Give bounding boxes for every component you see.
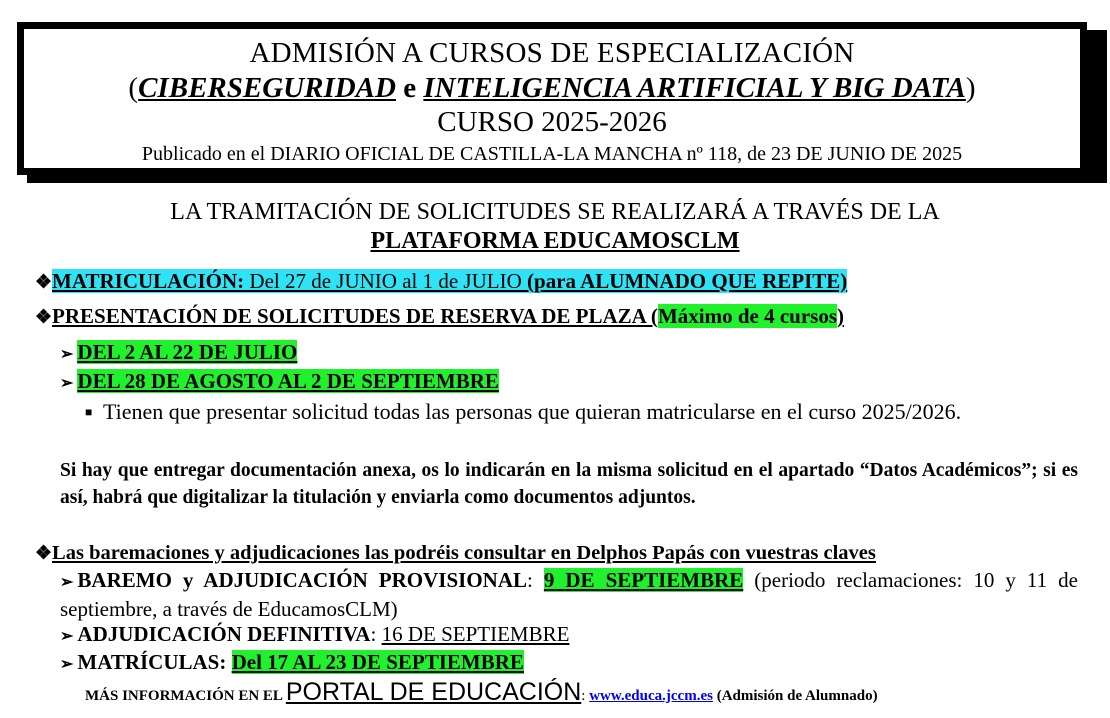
diamond-bullet-icon: ❖ xyxy=(35,272,53,293)
paren-close: ) xyxy=(965,72,976,104)
arrow-bullet-icon: ➢ xyxy=(60,656,74,673)
course-ciberseguridad: CIBERSEGURIDAD xyxy=(138,72,396,104)
matriculas-item xyxy=(60,649,524,678)
arrow-bullet-icon: ➢ xyxy=(60,375,74,392)
header-box xyxy=(17,22,1087,175)
portal-name: PORTAL DE EDUCACIÓN xyxy=(285,678,582,706)
matriculas-date: Del 17 AL 23 DE SEPTIEMBRE xyxy=(231,650,524,674)
square-bullet-icon: ■ xyxy=(85,405,93,419)
footer-prefix: MÁS INFORMACIÓN EN EL xyxy=(85,688,286,704)
matriculacion-note: (para ALUMNADO QUE REPITE) xyxy=(527,269,848,293)
reserva-note: Tienen que presentar solicitud todas las personas que quieran matricularse en el curso 2025/2026. xyxy=(103,399,962,424)
intro-line-1: LA TRAMITACIÓN DE SOLICITUDES SE REALIZARÁ A TRAVÉS DE LA xyxy=(170,199,940,225)
document-subtitle xyxy=(24,71,1080,105)
definitiva-label: ADJUDICACIÓN DEFINITIVA xyxy=(77,622,371,646)
reserva-period-1 xyxy=(60,339,297,368)
reserva-note-item xyxy=(85,398,1078,426)
definitiva-colon: : xyxy=(370,622,382,646)
provisional-note: (periodo reclamaciones: 10 y 11 de septiembre, a través de EducamosCLM) xyxy=(60,568,1078,621)
arrow-bullet-icon: ➢ xyxy=(60,628,74,645)
reserva-close-paren: ) xyxy=(837,304,845,328)
platform-name: PLATAFORMA EDUCAMOSCLM xyxy=(370,228,740,254)
course-year: CURSO 2025-2026 xyxy=(437,106,667,138)
course-ia-big-data: INTELIGENCIA ARTIFICIAL Y BIG DATA xyxy=(423,72,966,104)
conjunction: e xyxy=(395,72,424,104)
footer-colon: : xyxy=(581,688,590,704)
reserva-period-2-text: DEL 28 DE AGOSTO AL 2 DE SEPTIEMBRE xyxy=(77,369,499,393)
provisional-date: 9 DE SEPTIEMBRE xyxy=(543,568,744,592)
provisional-colon: : xyxy=(527,568,544,592)
reserva-max-courses: Máximo de 4 cursos xyxy=(657,304,838,328)
matriculas-label: MATRÍCULAS: xyxy=(77,650,227,674)
publication-note: Publicado en el DIARIO OFICIAL DE CASTILLA-LA MANCHA nº 118, de 23 DE JUNIO DE 2025 xyxy=(141,143,963,165)
reserva-period-2 xyxy=(60,368,499,397)
portal-url-link[interactable]: www.educa.jccm.es xyxy=(589,688,713,704)
baremacion-label: Las baremaciones y adjudicaciones las podréis consultar en Delphos Papás con vuestras claves xyxy=(52,542,876,564)
baremacion-item xyxy=(35,540,876,567)
footer-info xyxy=(85,677,878,711)
matriculacion-dates: Del 27 de JUNIO al 1 de JULIO xyxy=(244,269,528,293)
reserva-label: PRESENTACIÓN DE SOLICITUDES DE RESERVA DE PLAZA ( xyxy=(52,304,658,328)
reserva-item xyxy=(35,303,844,331)
diamond-bullet-icon: ❖ xyxy=(35,307,53,328)
reserva-period-1-text: DEL 2 AL 22 DE JULIO xyxy=(77,340,298,364)
paren-open: ( xyxy=(128,72,139,104)
footer-suffix: (Admisión de Alumnado) xyxy=(712,688,878,704)
arrow-bullet-icon: ➢ xyxy=(60,574,74,591)
documentation-note: Si hay que entregar documentación anexa, os lo indicarán en la misma solicitud en el apartado “Datos Académicos”; si es así, habrá que digitalizar la titulación y enviarla como documentos adjuntos. xyxy=(60,460,1078,508)
definitiva-item xyxy=(60,621,569,650)
provisional-label: BAREMO y ADJUDICACIÓN PROVISIONAL xyxy=(77,568,527,592)
document-title: ADMISIÓN A CURSOS DE ESPECIALIZACIÓN xyxy=(249,37,855,69)
definitiva-date: 16 DE SEPTIEMBRE xyxy=(381,622,570,646)
matriculacion-item xyxy=(35,268,847,296)
provisional-item xyxy=(60,567,1078,623)
matriculacion-label: MATRICULACIÓN: xyxy=(52,269,245,293)
arrow-bullet-icon: ➢ xyxy=(60,346,74,363)
matriculacion-highlight xyxy=(52,269,847,293)
diamond-bullet-icon: ❖ xyxy=(35,543,53,564)
intro xyxy=(0,198,1110,256)
